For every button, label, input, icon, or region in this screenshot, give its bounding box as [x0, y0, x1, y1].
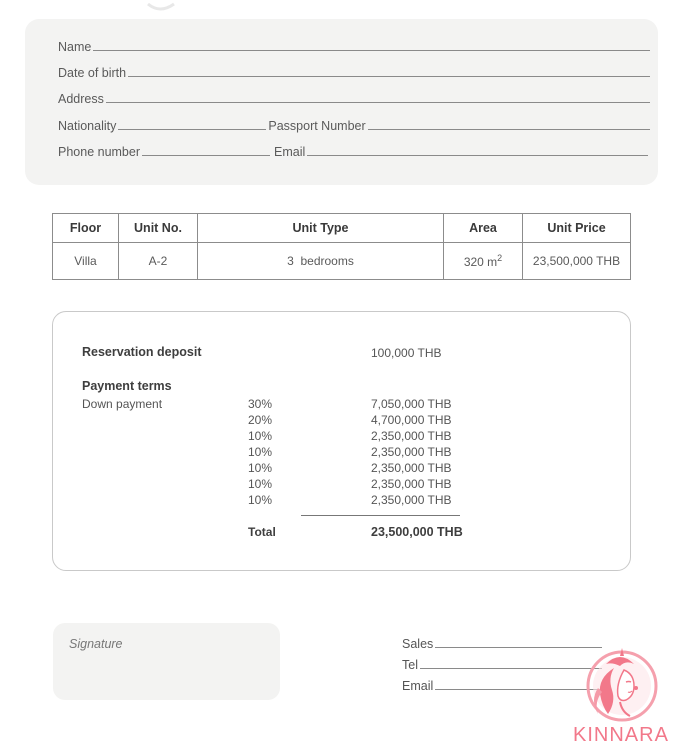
- total-divider: [301, 515, 460, 516]
- installment-amount: 2,350,000 THB: [371, 493, 452, 507]
- deposit-label: Reservation deposit: [82, 345, 202, 359]
- unit-table-header: [53, 214, 631, 243]
- total-value: 23,500,000 THB: [371, 525, 463, 539]
- dob-label: Date of birth: [58, 66, 127, 80]
- address-field[interactable]: [58, 92, 650, 106]
- customer-info-panel: [25, 19, 658, 185]
- header-unit-type: Unit Type: [198, 214, 444, 243]
- header-unit-price: Unit Price: [523, 214, 631, 243]
- deposit-value: 100,000 THB: [371, 346, 442, 360]
- signature-box[interactable]: [53, 623, 280, 700]
- tel-field[interactable]: [402, 658, 602, 672]
- total-label: Total: [248, 525, 276, 539]
- name-label: Name: [58, 40, 92, 54]
- cell-unit-price: 23,500,000 THB: [523, 243, 631, 280]
- email-input-line[interactable]: [307, 145, 648, 156]
- phone-label: Phone number: [58, 145, 141, 159]
- installment-amount: 2,350,000 THB: [371, 461, 452, 475]
- sales-label: Sales: [402, 637, 434, 651]
- tel-input-line[interactable]: [420, 658, 602, 669]
- table-row: [53, 243, 631, 280]
- contact-email-field[interactable]: [402, 679, 602, 693]
- cell-floor: Villa: [53, 243, 119, 280]
- logo-text: KINNARA: [573, 724, 669, 746]
- header-floor: Floor: [53, 214, 119, 243]
- email-label: Email: [274, 145, 306, 159]
- dob-input-line[interactable]: [128, 66, 650, 77]
- installment-pct: 10%: [248, 493, 273, 507]
- installment-pct: 10%: [248, 477, 273, 491]
- unit-table: [52, 213, 631, 280]
- passport-input-line[interactable]: [368, 119, 650, 130]
- page-mark: [140, 0, 180, 12]
- installment-amount: 2,350,000 THB: [371, 477, 452, 491]
- installment-amount: 2,350,000 THB: [371, 445, 452, 459]
- sales-field[interactable]: [402, 637, 602, 651]
- installment-pct: 10%: [248, 445, 273, 459]
- payment-terms-label: Payment terms: [82, 379, 172, 393]
- header-unit-no: Unit No.: [119, 214, 198, 243]
- down-payment-label: Down payment: [82, 397, 163, 411]
- cell-unit-type: 3 bedrooms: [198, 243, 444, 280]
- nationality-passport-row: [58, 119, 650, 133]
- name-input-line[interactable]: [93, 40, 650, 51]
- installment-pct: 10%: [248, 461, 273, 475]
- installment-pct: 20%: [248, 413, 273, 427]
- header-area: Area: [444, 214, 523, 243]
- installment-amount: 7,050,000 THB: [371, 397, 452, 411]
- address-label: Address: [58, 92, 104, 106]
- area-value: 320 m: [463, 255, 498, 269]
- passport-label: Passport Number: [268, 119, 366, 133]
- nationality-label: Nationality: [58, 119, 117, 133]
- dob-field[interactable]: [58, 66, 650, 80]
- installment-amount: 2,350,000 THB: [371, 429, 452, 443]
- installment-pct: 30%: [248, 397, 273, 411]
- tel-label: Tel: [402, 658, 418, 672]
- nationality-input-line[interactable]: [118, 119, 266, 130]
- area-unit-sup: 2: [497, 253, 503, 263]
- cell-unit-no: A-2: [119, 243, 198, 280]
- cell-area: [444, 243, 523, 280]
- name-field[interactable]: [58, 40, 650, 54]
- contact-email-label: Email: [402, 679, 434, 693]
- phone-email-row: [58, 145, 648, 159]
- phone-input-line[interactable]: [142, 145, 270, 156]
- installment-pct: 10%: [248, 429, 273, 443]
- signature-label: Signature: [69, 637, 123, 651]
- address-input-line[interactable]: [106, 92, 650, 103]
- installment-amount: 4,700,000 THB: [371, 413, 452, 427]
